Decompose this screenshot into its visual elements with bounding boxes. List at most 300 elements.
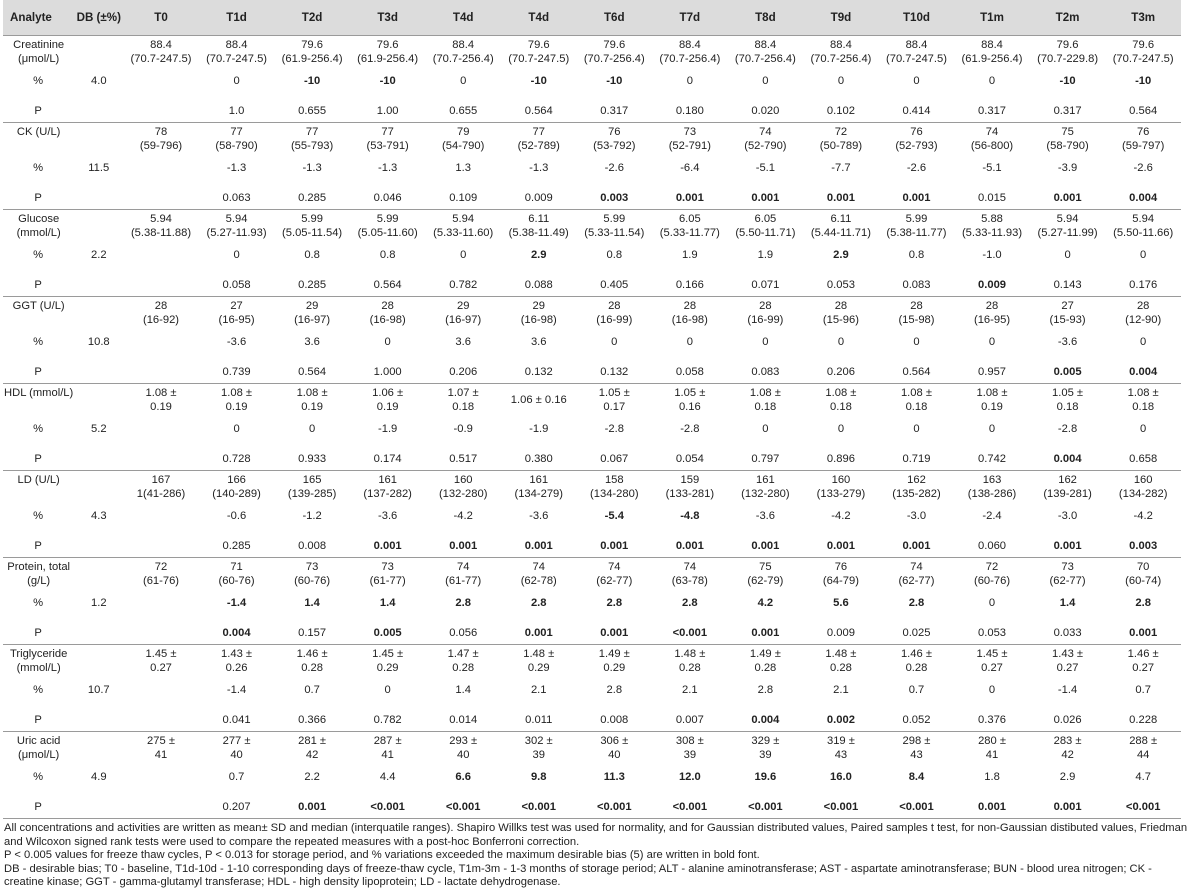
p-value-cell: 0.742	[954, 442, 1030, 471]
value-cell: 5.99 (5.05-11.60)	[357, 212, 418, 239]
value-cell: 74 (61-77)	[445, 560, 482, 587]
p-value-cell: 0.405	[577, 268, 653, 297]
value-cell: 75 (58-790)	[1046, 125, 1089, 152]
desirable-bias-value: 5.2	[90, 422, 107, 435]
value-cell: 1.08 ± 0.18	[900, 386, 932, 413]
p-value-cell: 1.000	[350, 355, 426, 384]
value-cell: 158 (134-280)	[590, 473, 639, 500]
percent-cell: -2.8	[680, 422, 700, 435]
value-cell: 1.43 ± 0.27	[1052, 647, 1084, 674]
value-cell: 88.4 (70.7-247.5)	[886, 38, 947, 65]
desirable-bias-value: 11.5	[88, 161, 110, 174]
p-value-cell: 0.380	[501, 442, 577, 471]
value-cell: 1.45 ± 0.27	[976, 647, 1008, 674]
p-value-cell: 0.719	[879, 442, 955, 471]
p-value-cell: 0.739	[199, 355, 275, 384]
value-cell: 161 (137-282)	[363, 473, 412, 500]
p-value-cell: 0.001	[350, 529, 426, 558]
db-cell-empty	[74, 471, 123, 505]
percent-cell: 0	[762, 422, 769, 435]
percent-cell: 3.6	[304, 335, 320, 348]
table-row-values	[3, 558, 1181, 592]
table-row-percent	[3, 591, 1181, 616]
p-row-label: P	[3, 268, 74, 297]
db-cell-empty	[74, 732, 123, 766]
p-value-cell: 0.658	[1105, 442, 1181, 471]
table-row-percent	[3, 765, 1181, 790]
percent-cell: -4.2	[453, 509, 473, 522]
value-cell: 72 (50-789)	[819, 125, 863, 152]
column-header: T8d	[728, 0, 804, 36]
value-cell: 306 ± 40	[600, 734, 629, 761]
percent-cell: 8.4	[908, 770, 925, 783]
value-cell: 77 (55-793)	[290, 125, 334, 152]
percent-cell: 6.6	[455, 770, 471, 783]
p-value-cell: 0.317	[954, 94, 1030, 123]
column-header: T2d	[274, 0, 350, 36]
percent-cell: -10	[304, 74, 321, 87]
p-row-label: P	[3, 703, 74, 732]
percent-cell	[123, 69, 199, 94]
percent-cell	[123, 504, 199, 529]
p-value-cell: 0.053	[803, 268, 879, 297]
percent-cell: 1.9	[757, 248, 774, 261]
db-cell-empty	[74, 645, 123, 679]
value-cell: 71 (60-76)	[218, 560, 255, 587]
percent-cell: -4.8	[680, 509, 700, 522]
p-value-cell: 0.009	[954, 268, 1030, 297]
p-value-cell: 0.053	[954, 616, 1030, 645]
p-value-cell: 0.001	[577, 616, 653, 645]
p-value-cell: 0.782	[350, 703, 426, 732]
value-cell: 28 (16-99)	[596, 299, 633, 326]
p-value-cell: 0.041	[199, 703, 275, 732]
table-row-p	[3, 616, 1181, 645]
percent-cell: -5.1	[755, 161, 776, 174]
percent-row-label: %	[33, 161, 44, 174]
column-header: Analyte	[3, 0, 74, 36]
value-cell: 1.49 ± 0.28	[749, 647, 781, 674]
value-cell: 74 (52-790)	[744, 125, 787, 152]
percent-cell: 2.1	[682, 683, 698, 696]
percent-cell: -4.2	[831, 509, 851, 522]
table-row-values	[3, 210, 1181, 244]
db-cell-empty	[74, 181, 123, 210]
value-cell: 1.46 ± 0.28	[296, 647, 328, 674]
p-value-cell	[123, 355, 199, 384]
p-value-cell: 0.285	[274, 268, 350, 297]
percent-cell: 0	[1064, 248, 1071, 261]
percent-cell: -5.1	[982, 161, 1002, 174]
percent-row-label: %	[33, 683, 44, 696]
percent-cell: 3.6	[530, 335, 547, 348]
value-cell: 1.05 ± 0.18	[1052, 386, 1084, 413]
value-cell: 162 (139-281)	[1043, 473, 1092, 500]
p-value-cell	[123, 790, 199, 819]
p-value-cell: 0.008	[274, 529, 350, 558]
analyte-name: GGT (U/L)	[12, 300, 65, 312]
p-row-label: P	[3, 529, 74, 558]
percent-cell: 2.9	[1059, 770, 1076, 783]
p-value-cell: 0.002	[803, 703, 879, 732]
p-value-cell	[123, 181, 199, 210]
percent-cell	[123, 678, 199, 703]
value-cell: 1.48 ± 0.28	[674, 647, 706, 674]
value-cell: 88.4 (70.7-247.5)	[206, 38, 268, 65]
value-cell: 77 (53-791)	[366, 125, 409, 152]
header-row	[3, 0, 1181, 36]
value-cell: 88.4 (70.7-256.4)	[810, 38, 872, 65]
table-row-p	[3, 442, 1181, 471]
p-value-cell: 0.174	[350, 442, 426, 471]
p-value-cell: 0.564	[350, 268, 426, 297]
percent-cell: -2.6	[604, 161, 624, 174]
percent-cell: -3.6	[378, 509, 398, 522]
value-cell: 1.45 ± 0.27	[145, 647, 177, 674]
table-row-values	[3, 123, 1181, 157]
value-cell: 79.6 (61.9-256.4)	[357, 38, 419, 65]
percent-cell	[123, 591, 199, 616]
p-value-cell: 0.001	[501, 616, 577, 645]
value-cell: 28 (15-98)	[898, 299, 935, 326]
column-header: T10d	[879, 0, 955, 36]
value-cell: 5.88 (5.33-11.93)	[961, 212, 1023, 239]
p-value-cell	[123, 616, 199, 645]
value-cell: 79.6 (70.7-247.5)	[1112, 38, 1174, 65]
value-cell: 73 (61-77)	[369, 560, 406, 587]
column-header: T2m	[1030, 0, 1106, 36]
percent-cell: -2.4	[982, 509, 1002, 522]
value-cell: 1.08 ± 0.19	[976, 386, 1008, 413]
percent-cell: 16.0	[830, 770, 852, 783]
p-value-cell: 0.004	[1105, 181, 1181, 210]
value-cell: 160 (132-280)	[438, 473, 488, 500]
db-cell-empty	[74, 616, 123, 645]
percent-cell: -1.3	[226, 161, 247, 174]
db-cell-empty	[74, 529, 123, 558]
p-value-cell: 0.001	[1030, 529, 1106, 558]
p-value-cell: 0.564	[879, 355, 955, 384]
p-value-cell: 0.083	[879, 268, 955, 297]
percent-cell: 0.7	[1135, 683, 1151, 696]
table-row-p	[3, 94, 1181, 123]
p-value-cell: 0.005	[1030, 355, 1106, 384]
value-cell: 73 (62-77)	[1049, 560, 1086, 587]
p-value-cell: 0.206	[425, 355, 501, 384]
column-header: T1m	[954, 0, 1030, 36]
percent-cell: 1.8	[984, 770, 1000, 783]
value-cell: 1.48 ± 0.28	[825, 647, 857, 674]
p-value-cell: 0.166	[652, 268, 728, 297]
p-value-cell: 0.058	[199, 268, 275, 297]
p-value-cell: 0.001	[652, 529, 728, 558]
p-row-label: P	[3, 355, 74, 384]
value-cell: 28 (16-99)	[747, 299, 784, 326]
percent-cell: 2.9	[530, 248, 547, 261]
analyte-name: HDL (mmol/L)	[4, 387, 74, 399]
percent-cell: 5.6	[833, 596, 849, 609]
p-value-cell: 0.228	[1105, 703, 1181, 732]
value-cell: 5.99 (5.38-11.77)	[886, 212, 947, 239]
percent-row-label: %	[33, 770, 44, 783]
p-value-cell: 0.014	[425, 703, 501, 732]
p-value-cell: 0.054	[652, 442, 728, 471]
percent-cell: 1.4	[455, 683, 471, 696]
percent-cell: 0.7	[304, 683, 320, 696]
p-row-label: P	[3, 181, 74, 210]
p-value-cell	[123, 94, 199, 123]
percent-cell: 2.8	[682, 596, 698, 609]
p-value-cell: 0.001	[1030, 790, 1106, 819]
p-value-cell: 0.564	[274, 355, 350, 384]
analyte-name: CK (U/L)	[16, 126, 61, 138]
p-row-label: P	[3, 94, 74, 123]
percent-cell: 0	[913, 422, 920, 435]
p-value-cell: 0.517	[425, 442, 501, 471]
value-cell: 1.06 ± 0.16	[510, 393, 567, 406]
db-cell-empty	[74, 36, 123, 70]
table-row-values	[3, 645, 1181, 679]
percent-cell: -1.9	[529, 422, 549, 435]
percent-cell: 0	[611, 335, 618, 348]
percent-cell: 2.8	[606, 683, 623, 696]
p-value-cell: <0.001	[803, 790, 879, 819]
p-value-cell: 0.157	[274, 616, 350, 645]
value-cell: 1.08 ± 0.19	[145, 386, 177, 413]
db-cell-empty	[74, 558, 123, 592]
percent-cell: 2.1	[530, 683, 547, 696]
value-cell: 280 ± 41	[978, 734, 1006, 761]
column-header: T3m	[1105, 0, 1181, 36]
percent-cell: 0	[686, 74, 693, 87]
p-value-cell: 1.00	[350, 94, 426, 123]
value-cell: 5.94 (5.50-11.66)	[1113, 212, 1174, 239]
value-cell: 74 (62-77)	[596, 560, 633, 587]
value-cell: 1.06 ± 0.19	[372, 386, 404, 413]
value-cell: 275 ± 41	[147, 734, 175, 761]
desirable-bias-value: 10.8	[87, 335, 110, 348]
p-value-cell: 0.180	[652, 94, 728, 123]
percent-row-label: %	[33, 335, 44, 348]
table-row-percent	[3, 243, 1181, 268]
percent-cell: 19.6	[754, 770, 777, 783]
footnote-methods: All concentrations and activities are written as mean± SD and median (interquatile ranges). Shapiro Willks test was used for normality, and for Gaussian distributed values, Paired samples t test, for non-Gaussian distibuted values, Friedman and Wilcoxon signed rank tests were used to compare the repeated measures with a post-hoc Bonferroni correction.	[4, 822, 1188, 848]
table-row-p	[3, 268, 1181, 297]
column-header: T0	[123, 0, 199, 36]
percent-cell: -10	[530, 74, 547, 87]
value-cell: 29 (16-98)	[520, 299, 557, 326]
percent-cell	[123, 765, 199, 790]
value-cell: 72 (61-76)	[142, 560, 180, 587]
p-value-cell: 0.132	[577, 355, 653, 384]
percent-cell: 3.6	[455, 335, 471, 348]
table-row-values	[3, 36, 1181, 70]
percent-cell: 2.8	[530, 596, 547, 609]
percent-cell: -2.8	[604, 422, 624, 435]
percent-row-label: %	[33, 422, 44, 435]
p-value-cell: 0.025	[879, 616, 955, 645]
table-row-percent	[3, 504, 1181, 529]
footnote-bold-criteria: P < 0.005 values for freeze thaw cycles, P < 0.013 for storage period, and % variations exceeded the maximum desirable bias (5) are written in bold font.	[4, 849, 760, 861]
percent-cell: -1.4	[1057, 683, 1078, 696]
p-value-cell: 0.285	[274, 181, 350, 210]
value-cell: 76 (52-793)	[895, 125, 938, 152]
percent-cell: -10	[1059, 74, 1076, 87]
table-row-values	[3, 471, 1181, 505]
value-cell: 1.47 ± 0.28	[447, 647, 479, 674]
percent-cell: -2.6	[1133, 161, 1153, 174]
analyte-name: Uric acid (μmol/L)	[16, 735, 61, 761]
p-value-cell: 0.088	[501, 268, 577, 297]
column-header: T6d	[577, 0, 653, 36]
value-cell: 161 (132-280)	[741, 473, 790, 500]
value-cell: 5.99 (5.05-11.54)	[282, 212, 343, 239]
p-value-cell: 0.001	[1030, 181, 1106, 210]
p-value-cell: 0.009	[803, 616, 879, 645]
percent-cell: 2.9	[833, 248, 849, 261]
table-row-values	[3, 384, 1181, 418]
value-cell: 298 ± 43	[902, 734, 931, 761]
column-header: T4d	[501, 0, 577, 36]
percent-cell: 0	[913, 74, 920, 87]
percent-cell: 0	[384, 683, 391, 696]
value-cell: 28 (16-95)	[973, 299, 1011, 326]
percent-cell: -1.3	[378, 161, 398, 174]
percent-cell: 2.2	[304, 770, 320, 783]
p-row-label: P	[3, 790, 74, 819]
value-cell: 88.4 (70.7-256.4)	[659, 38, 721, 65]
percent-cell: -3.6	[529, 509, 549, 522]
percent-cell: -5.4	[604, 509, 624, 522]
percent-cell: 4.2	[757, 596, 774, 609]
p-value-cell: 0.011	[501, 703, 577, 732]
value-cell: 319 ± 43	[826, 734, 855, 761]
column-header: T3d	[350, 0, 426, 36]
p-value-cell: 0.001	[1105, 616, 1181, 645]
percent-cell: -3.6	[1057, 335, 1078, 348]
value-cell: 5.94 (5.33-11.60)	[433, 212, 494, 239]
percent-cell: 0.8	[908, 248, 925, 261]
p-value-cell: <0.001	[652, 790, 728, 819]
desirable-bias-value: 4.3	[90, 509, 107, 522]
value-cell: 302 ± 39	[524, 734, 553, 761]
percent-cell: 0	[988, 422, 996, 435]
value-cell: 72 (60-76)	[973, 560, 1011, 587]
analyte-name: LD (U/L)	[17, 474, 60, 486]
p-value-cell: <0.001	[652, 616, 728, 645]
value-cell: 1.48 ± 0.29	[523, 647, 555, 674]
percent-cell: -2.8	[1057, 422, 1078, 435]
table-row-p	[3, 529, 1181, 558]
percent-cell: 0	[1140, 422, 1147, 435]
table-row-values	[3, 732, 1181, 766]
value-cell: 1.08 ± 0.19	[221, 386, 253, 413]
db-cell-empty	[74, 703, 123, 732]
value-cell: 161 (134-279)	[514, 473, 563, 500]
db-cell-empty	[74, 94, 123, 123]
column-header: T4d	[425, 0, 501, 36]
percent-row-label: %	[33, 509, 44, 522]
p-value-cell: 0.083	[728, 355, 804, 384]
table-row-percent	[3, 678, 1181, 703]
percent-cell: -2.6	[906, 161, 927, 174]
p-value-cell: 0.026	[1030, 703, 1106, 732]
p-value-cell: 0.001	[274, 790, 350, 819]
p-row-label: P	[3, 616, 74, 645]
percent-cell: 0.8	[304, 248, 320, 261]
p-value-cell: 0.001	[803, 181, 879, 210]
value-cell: 159 (133-281)	[665, 473, 715, 500]
p-value-cell: 0.020	[728, 94, 804, 123]
value-cell: 74 (56-800)	[970, 125, 1014, 152]
desirable-bias-value: 2.2	[90, 248, 107, 261]
percent-cell: 12.0	[678, 770, 701, 783]
p-value-cell: 0.376	[954, 703, 1030, 732]
percent-cell: 2.8	[757, 683, 774, 696]
percent-cell: 0	[988, 596, 996, 609]
value-cell: 28 (16-92)	[142, 299, 180, 326]
percent-cell: 2.8	[1135, 596, 1151, 609]
percent-cell	[123, 156, 199, 181]
p-value-cell: 0.033	[1030, 616, 1106, 645]
value-cell: 75 (62-79)	[747, 560, 784, 587]
p-value-cell: 0.015	[954, 181, 1030, 210]
p-value-cell: 0.001	[803, 529, 879, 558]
p-value-cell: 1.0	[199, 94, 275, 123]
db-cell-empty	[74, 355, 123, 384]
db-cell-empty	[74, 790, 123, 819]
db-cell-empty	[74, 210, 123, 244]
percent-cell: 0.7	[228, 770, 245, 783]
value-cell: 166 (140-289)	[212, 473, 261, 500]
percent-cell: 0.8	[379, 248, 396, 261]
results-table	[3, 0, 1181, 819]
table-header	[3, 0, 1181, 36]
percent-cell: -3.6	[226, 335, 247, 348]
p-value-cell: 0.896	[803, 442, 879, 471]
value-cell: 73 (60-76)	[294, 560, 331, 587]
p-value-cell: 0.001	[728, 529, 804, 558]
p-value-cell: 0.009	[501, 181, 577, 210]
value-cell: 1.43 ± 0.26	[221, 647, 253, 674]
value-cell: 5.94 (5.27-11.99)	[1037, 212, 1098, 239]
p-value-cell: <0.001	[879, 790, 955, 819]
percent-cell: 1.9	[682, 248, 698, 261]
p-value-cell: 0.206	[803, 355, 879, 384]
table-footnotes	[4, 822, 1189, 890]
value-cell: 73 (52-791)	[668, 125, 711, 152]
percent-row-label: %	[33, 248, 44, 261]
percent-cell: -3.9	[1057, 161, 1078, 174]
value-cell: 29 (16-97)	[294, 299, 331, 326]
p-value-cell: 0.071	[728, 268, 804, 297]
value-cell: 28 (16-98)	[671, 299, 708, 326]
p-value-cell: 0.001	[728, 181, 804, 210]
value-cell: 79.6 (70.7-229.8)	[1037, 38, 1099, 65]
percent-cell: 0	[837, 74, 845, 87]
percent-cell: -7.7	[831, 161, 851, 174]
table-row-percent	[3, 69, 1181, 94]
value-cell: 76 (59-797)	[1122, 125, 1165, 152]
table-row-p	[3, 181, 1181, 210]
percent-cell: 1.3	[455, 161, 471, 174]
value-cell: 28 (15-96)	[822, 299, 859, 326]
p-value-cell: 0.109	[425, 181, 501, 210]
p-value-cell: 0.001	[577, 529, 653, 558]
db-cell-empty	[74, 384, 123, 418]
table-row-percent	[3, 330, 1181, 355]
p-value-cell: 0.655	[274, 94, 350, 123]
